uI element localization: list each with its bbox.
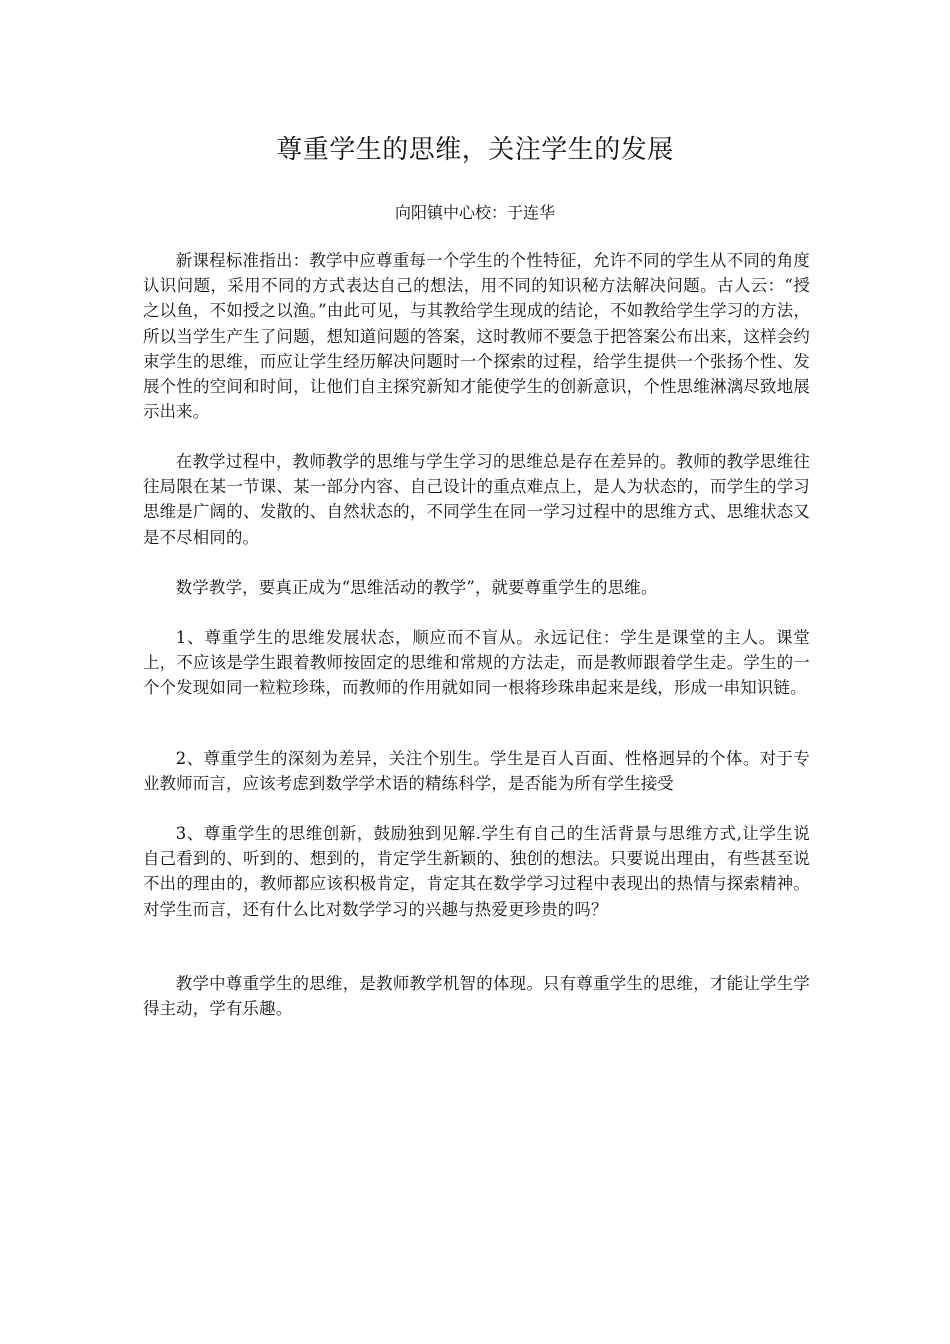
paragraph-5: 2、尊重学生的深刻为差异，关注个别生。学生是百人百面、性格迥异的个体。对于专业教师而言，应该考虑到数学学术语的精练科学，是否能为所有学生接受 <box>143 749 810 794</box>
paragraph-4: 1、尊重学生的思维发展状态，顺应而不盲从。永远记住：学生是课堂的主人。课堂上，不应该是学生跟着教师按固定的思维和常规的方法走，而是教师跟着学生走。学生的一个个发现如同一粒粒珍珠，而教师的作用就如同一根将珍珠串起来是线，形成一串知识链。 <box>143 628 810 698</box>
paragraph-2: 在教学过程中，教师教学的思维与学生学习的思维总是存在差异的。教师的教学思维往往局限在某一节课、某一部分内容、自己设计的重点难点上，是人为状态的，而学生的学习思维是广阔的、发散的、自然状态的，不同学生在同一学习过程中的思维方式、思维状态又是不尽相同的。 <box>143 452 810 547</box>
paragraph-1: 新课程标准指出：教学中应尊重每一个学生的个性特征，允许不同的学生从不同的角度认识问题，采用不同的方式表达自己的想法，用不同的知识秘方法解决问题。古人云：“授之以鱼，不如授之以渔。”由此可见，与其教给学生现成的结论，不如教给学生学习的方法，所以当学生产生了问题，想知道问题的答案，这时教师不要急于把答案公布出来，这样会约束学生的思维，而应让学生经历解决问题时一个探索的过程，给学生提供一个张扬个性、发展个性的空间和时间，让他们自主探究新知才能使学生的创新意识，个性思维淋漓尽致地展示出来。 <box>143 251 810 422</box>
document-author: 向阳镇中心校：于连华 <box>394 203 555 222</box>
paragraph-3: 数学教学，要真正成为“思维活动的教学”，就要尊重学生的思维。 <box>175 578 658 597</box>
document-title: 尊重学生的思维，关注学生的发展 <box>276 135 674 165</box>
paragraph-6: 3、尊重学生的思维创新，鼓励独到见解.学生有自己的生活背景与思维方式,让学生说自己看到的、听到的、想到的，肯定学生新颖的、独创的想法。只要说出理由，有些甚至说不出的理由的，教师都应该积极肯定，肯定其在数学学习过程中表现出的热情与探索精神。对学生而言，还有什么比对数学学习的兴趣与热爱更珍贵的吗？ <box>143 824 810 919</box>
paragraph-7: 教学中尊重学生的思维，是教师教学机智的体现。只有尊重学生的思维，才能让学生学得主动，学有乐趣。 <box>143 974 810 1019</box>
